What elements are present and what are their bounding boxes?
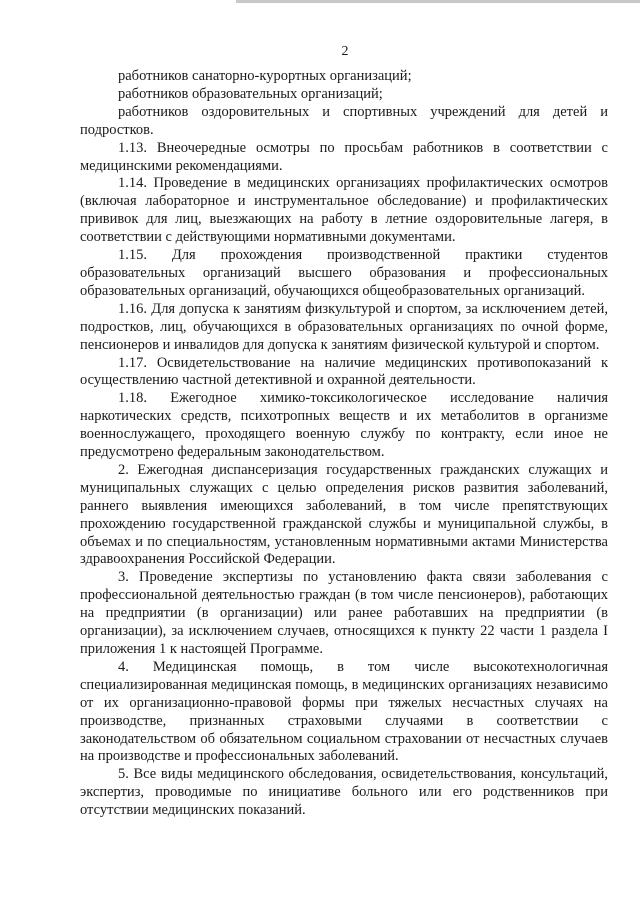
paragraph-sanatorium-workers: работников санаторно-курортных организаций; [118,68,412,84]
paragraph-1-16: 1.16. Для допуска к занятиям физкультурой и спортом, за исключением детей, подростков, лиц, обучающихся в образовательных организациях по очной форме, пенсионеров и инвалидов для допуска к занятиям физической культурой и спортом. [80,300,608,353]
paragraph-1-14: 1.14. Проведение в медицинских организациях профилактических осмотров (включая лабораторное и инструментальное обследование) и профилактических прививок для лиц, выезжающих на работу в летние оздоровительные лагеря, в соответствии с действующими нормативными документами. [80,175,608,246]
paragraph-1-17: 1.17. Освидетельствование на наличие медицинских противопоказаний к осуществлению частной детективной и охранной деятельности. [80,354,608,389]
paragraph-1-15: 1.15. Для прохождения производственной практики студентов образовательных организаций высшего образования и профессиональных образовательных организаций, обучающихся общеобразовательных организаций. [80,247,608,299]
paragraph-1-18: 1.18. Ежегодное химико-токсикологическое исследование наличия наркотических средств, психотропных веществ и их метаболитов в организме военнослужащего, проходящего военную службу по контракту, если иное не предусмотрено федеральным законодательством. [80,390,608,461]
paragraph-5: 5. Все виды медицинского обследования, освидетельствования, консультаций, экспертиз, проводимые по инициативе больного или его родственников при отсутствии медицинских показаний. [80,766,608,819]
paragraph-3: 3. Проведение экспертизы по установлению факта связи заболевания с профессиональной деятельностью граждан (в том числе пенсионеров), работающих на предприятии (в организации) или ранее работавших на предприятии (в организации), за исключением случаев, относящихся к пункту 22 части 1 раздела I приложения 1 к настоящей Программе. [80,569,608,657]
paragraph-education-workers: работников образовательных организаций; [118,85,383,102]
paragraph-sports-workers: работников оздоровительных и спортивных учреждений для детей и подростков. [80,103,608,138]
page-number: 2 [341,44,349,59]
document-body [80,68,608,820]
paragraph-2: 2. Ежегодная диспансеризация государственных гражданских служащих и муниципальных служащих с целью определения рисков развития заболеваний, раннего выявления имеющихся заболеваний, в том числе препятствующих прохождению государственной гражданской службы и муниципальной службы, в объемах и по специальностям, установленным нормативными актами Министерства здравоохранения Российской Федерации. [80,461,608,568]
paragraph-4: 4. Медицинская помощь, в том числе высокотехнологичная специализированная медицинская помощь, в медицинских организациях независимо от их организационно-правовой формы при тяжелых несчастных случаях на производстве, признанных страховыми случаями в соответствии с законодательством об обязательном социальном страховании от несчастных случаев на производстве и профессиональных заболеваний. [80,658,608,765]
paragraph-1-13: 1.13. Внеочередные осмотры по просьбам работников в соответствии с медицинскими рекомендациями. [80,139,608,174]
scan-edge-line [236,0,640,3]
